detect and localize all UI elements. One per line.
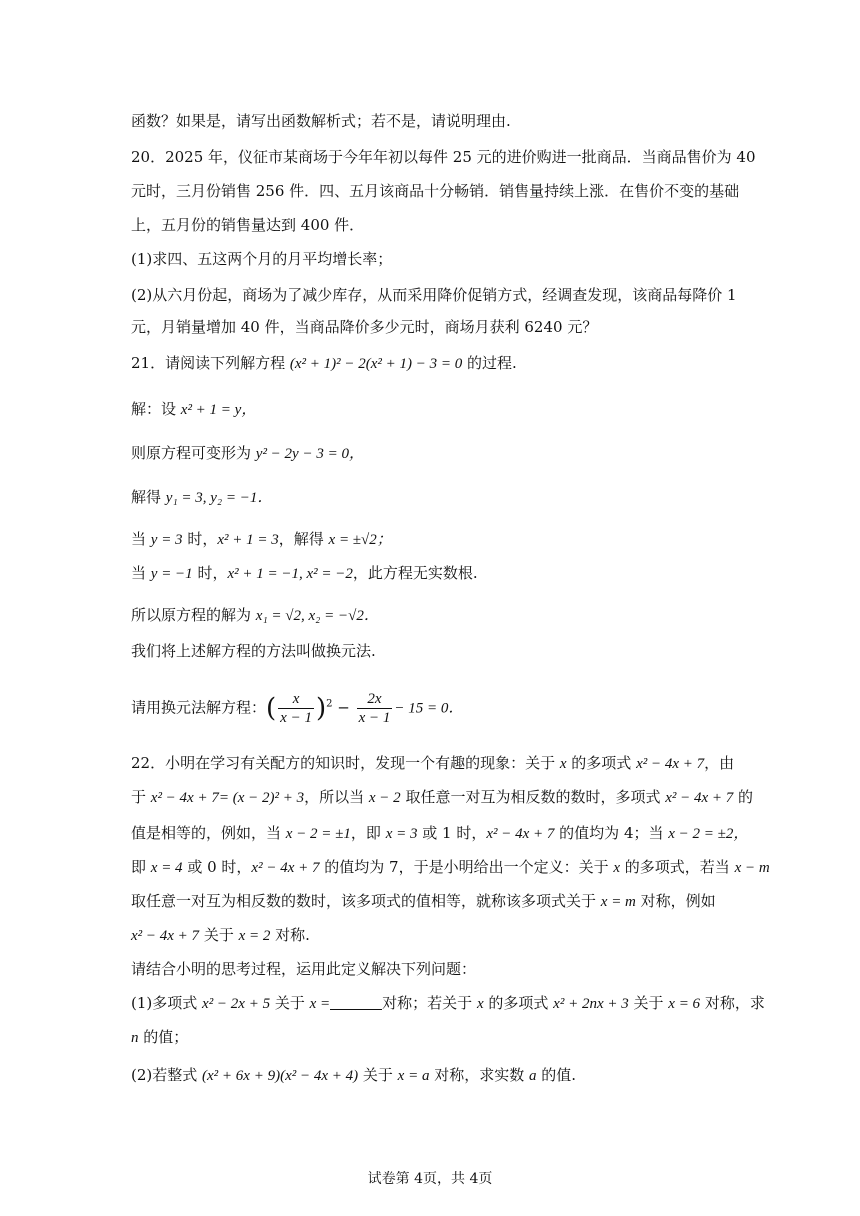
equation: x = 3 xyxy=(385,826,418,842)
equation: x² − 4x + 7 xyxy=(150,790,219,806)
equation: x = a xyxy=(397,1068,430,1084)
text: 请结合小明的思考过程，运用此定义解决下列问题： xyxy=(131,960,477,978)
text: (2)若整式 xyxy=(131,1066,203,1084)
equation: x² + 1 = 3 xyxy=(217,532,279,548)
equation: x = ±√2； xyxy=(328,532,392,548)
text: 对称，例如 xyxy=(635,892,716,910)
equation: x − m xyxy=(734,860,770,876)
text: 函数？如果是，请写出函数解析式；若不是，请说明理由. xyxy=(131,112,511,130)
text: 的值. xyxy=(536,1066,577,1084)
text: 22．小明在学习有关配方的知识时，发现一个有趣的现象：关于 xyxy=(131,754,560,772)
solution-step xyxy=(131,486,740,509)
equation: x² + 1 = −1, x² = −2 xyxy=(227,566,353,582)
text: 的值均为 7，于是小明给出一个定义：关于 xyxy=(319,858,614,876)
question-21-task: 请用换元法解方程：( $\frac{x}{x - 1}$ )$^2$ − $\frac{2x}{x - 1}$ − 15 = 0． xyxy=(131,691,464,726)
equation: x = m xyxy=(600,894,636,910)
text: 关于 xyxy=(270,994,310,1012)
text: 当 xyxy=(131,564,151,582)
text: 对称；若关于 xyxy=(382,994,477,1012)
text: (1)多项式 xyxy=(131,994,203,1012)
equation: y = 3 xyxy=(150,532,183,548)
equation: − 15 = 0． xyxy=(394,700,464,717)
equation: x = xyxy=(309,996,331,1012)
equation: x² + 2nx + 3 xyxy=(553,996,629,1012)
text: 关于 xyxy=(628,994,669,1012)
variable: a xyxy=(529,1068,537,1084)
equation: x − 2 = ±1 xyxy=(285,826,351,842)
equation: y = −1 xyxy=(150,566,193,582)
text: 的多项式 xyxy=(483,994,554,1012)
text-line xyxy=(131,924,740,947)
text-line xyxy=(131,180,740,202)
equation: x² − 4x + 7 xyxy=(665,790,734,806)
right-paren: ) xyxy=(315,693,327,724)
text: 对称. xyxy=(270,926,310,944)
text-line xyxy=(131,822,749,845)
text-line xyxy=(131,786,754,809)
page-footer: 试卷第 4页，共 4页 xyxy=(367,1171,493,1187)
question-21-stem xyxy=(131,352,740,375)
equation: x² − 4x + 7 xyxy=(131,928,200,944)
equation: x − 2 = ±2， xyxy=(668,826,749,842)
fraction: $\frac{x}{x - 1}$ xyxy=(280,691,312,726)
equation: x² + 1 = y， xyxy=(180,402,257,418)
text-line xyxy=(131,958,740,980)
text-line xyxy=(131,110,740,132)
text: 值是相等的，例如，当 xyxy=(131,824,286,842)
equation: y₁ = 3, y₂ = −1． xyxy=(165,490,273,506)
text: 的值均为 4；当 xyxy=(554,824,669,842)
text: 的值； xyxy=(138,1028,189,1046)
equation: (x² + 6x + 9)(x² − 4x + 4) xyxy=(202,1068,359,1084)
question-20-part-2 xyxy=(131,284,740,306)
left-paren: ( xyxy=(266,693,277,724)
text: (1)求四、五这两个月的月平均增长率； xyxy=(131,250,393,268)
question-22-stem xyxy=(131,752,740,775)
text-line xyxy=(131,856,770,879)
text: 20．2025 年，仪征市某商场于今年年初以每件 25 元的进价购进一批商品．当商品售价为 40 xyxy=(131,148,756,166)
text: ，所以当 xyxy=(304,788,369,806)
equation: x² − 4x + 7 xyxy=(486,826,555,842)
solution-step xyxy=(131,528,740,551)
text-line xyxy=(131,316,740,338)
text-line xyxy=(131,1026,740,1049)
text: 于 xyxy=(131,788,151,806)
text: 即 xyxy=(131,858,151,876)
text: 取任意一对互为相反数的数时，多项式 xyxy=(400,788,666,806)
answer-blank[interactable] xyxy=(330,995,382,1010)
text: ，由 xyxy=(704,754,735,772)
equation: y² − 2y − 3 = 0， xyxy=(255,446,364,462)
solution-step xyxy=(131,442,740,465)
text: 的过程. xyxy=(462,354,517,372)
text: 时， xyxy=(182,530,218,548)
question-22-part-1 xyxy=(131,992,765,1015)
text: 或 0 时， xyxy=(182,858,252,876)
question-20-stem xyxy=(131,146,756,168)
equation: (x² + 1)² − 2(x² + 1) − 3 = 0 xyxy=(289,356,463,372)
text-line xyxy=(131,214,740,236)
text: 或 1 时， xyxy=(417,824,487,842)
equation: x = 2 xyxy=(238,928,271,944)
solution-step xyxy=(131,398,740,421)
equation: x² − 4x + 7 xyxy=(636,756,705,772)
text: 解：设 xyxy=(131,400,181,418)
equation: x − 2 xyxy=(368,790,401,806)
text: 当 xyxy=(131,530,151,548)
text: 的 xyxy=(733,788,754,806)
equation: = (x − 2)² + 3 xyxy=(218,790,305,806)
variable: x xyxy=(613,860,621,876)
text: ，即 xyxy=(350,824,386,842)
equation: x² − 2x + 5 xyxy=(202,996,271,1012)
equation: x₁ = √2, x₂ = −√2． xyxy=(255,608,379,624)
variable: x xyxy=(476,996,484,1012)
text: 我们将上述解方程的方法叫做换元法. xyxy=(131,642,376,660)
text: 关于 xyxy=(358,1066,398,1084)
text: 请用换元法解方程： xyxy=(131,698,267,717)
text: (2)从六月份起，商场为了减少库存，从而采用降价促销方式，经调查发现，该商品每降价 1 xyxy=(131,286,737,304)
variable: x xyxy=(559,756,567,772)
solution-step xyxy=(131,604,740,627)
text: 元，月销量增加 40 件，当商品降价多少元时，商场月获利 6240 元？ xyxy=(131,318,598,336)
text-line xyxy=(131,640,740,662)
equation: x = 6 xyxy=(668,996,701,1012)
equation: x = 4 xyxy=(150,860,183,876)
text-line xyxy=(131,890,740,913)
text: ，解得 xyxy=(278,530,329,548)
variable: n xyxy=(131,1030,139,1046)
fraction: $\frac{2x}{x - 1}$ xyxy=(358,691,391,726)
text: 的多项式 xyxy=(566,754,637,772)
text: 解得 xyxy=(131,488,166,506)
text: 21．请阅读下列解方程 xyxy=(131,354,290,372)
text: ，此方程无实数根. xyxy=(352,564,478,582)
text: 元时，三月份销售 256 件．四、五月该商品十分畅销．销售量持续上涨．在售价不变的基础 xyxy=(131,182,740,200)
text: 所以原方程的解为 xyxy=(131,606,256,624)
question-22-part-2 xyxy=(131,1064,740,1087)
text: 对称，求实数 xyxy=(429,1066,529,1084)
text: 对称，求 xyxy=(700,994,765,1012)
question-20-part-1 xyxy=(131,248,740,270)
text: 关于 xyxy=(199,926,239,944)
solution-step xyxy=(131,562,740,585)
text: 上，五月份的销售量达到 400 件． xyxy=(131,216,365,234)
text: 时， xyxy=(192,564,228,582)
text: 则原方程可变形为 xyxy=(131,444,256,462)
text: 取任意一对互为相反数的数时，该多项式的值相等，就称该多项式关于 xyxy=(131,892,601,910)
text: 的多项式，若当 xyxy=(620,858,735,876)
equation: x² − 4x + 7 xyxy=(251,860,320,876)
